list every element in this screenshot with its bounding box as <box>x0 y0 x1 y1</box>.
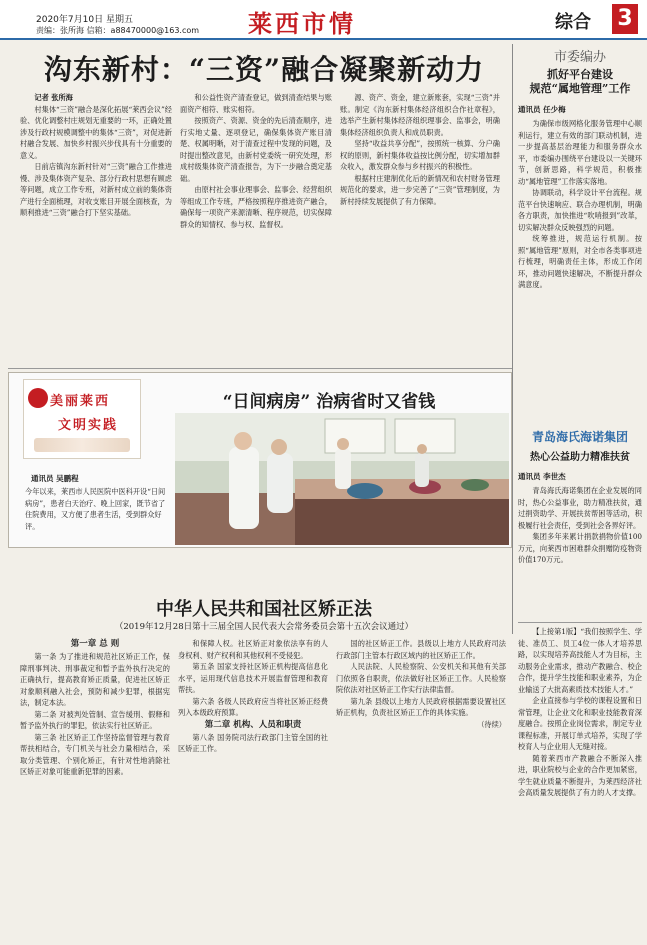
editor-info: 责编：张所海 信箱：a88470000@163.com <box>36 26 200 35</box>
article-paragraph: 由原村社会事业理事会、监事会、经营组织等组成工作专班，严格按照程序推进资产融合，确保每一项资产来源清晰、程序规范，切实保障群众的知情权、参与权、监督权。 <box>180 185 332 229</box>
sidebar-paragraph: 协调联动，科学设计平台流程。规范平台快速响应、联合办理机制，明确各方职责，加快推进“吹哨报到”改革，切实解决群众反映强烈的问题。 <box>518 188 642 232</box>
sidebar-paragraph: 青岛海氏海诺集团在企业发展的同时，热心公益事业，助力精准扶贫，通过捐资助学、开展扶贫帮困等活动，积极履行社会责任，受到社会各界好评。 <box>518 486 642 530</box>
law-chapter-heading: 第二章 机构、人员和职责 <box>204 719 302 730</box>
article-paragraph: 和公益性资产清查登记，做到清查结果与账面资产相符、账实相符。 <box>180 93 332 114</box>
law-paragraph: 第八条 国务院司法行政部门主管全国的社区矫正工作。 <box>178 732 328 753</box>
sidebar-body <box>518 118 642 448</box>
law-paragraph: 第一条 为了推进和规范社区矫正工作，保障刑事判决、刑事裁定和暂予监外执行决定的正确执行，提高教育矫正质量，促进社区矫正对象顺利融入社会，预防和减少犯罪，根据宪法，制定本法。 <box>20 652 170 707</box>
newspaper-logo: 莱西市情 <box>248 9 356 38</box>
sidebar-mid-author: 通讯员 李世杰 <box>518 472 566 481</box>
sidebar-mid-subtitle: 热心公益助力精准扶贫 <box>530 452 630 463</box>
law-paragraph: 国的社区矫正工作。县级以上地方人民政府司法行政部门主管本行政区域内的社区矫正工作。 <box>336 639 506 660</box>
article-column-2 <box>180 92 332 364</box>
logo-text-2: 文明实践 <box>58 418 119 433</box>
article-paragraph: 日前店镇沟东新村针对“三资”融合工作推进慢、涉及集体资产复杂、部分行政村思想有顾虑等问题，成立工作专班，对新村成立前的集体资产进行全面梳理，对收支账目开展全面核查，为顺利推进“三资”融合打下坚实基础。 <box>20 162 172 217</box>
article-title: 沟东新村：“三资”融合凝聚新动力 <box>43 53 485 86</box>
article-byline: 记者 张所海 <box>34 93 73 102</box>
sidebar-kicker: 市委编办 <box>553 50 606 65</box>
column-logo <box>23 379 141 459</box>
law-paragraph: 第六条 各级人民政府应当将社区矫正经费列入本级政府预算。 <box>178 696 328 717</box>
section-divider <box>8 368 512 369</box>
sidebar-paragraph: 集团多年来累计捐款捐物价值100万元，向莱西市困难群众捐赠防疫物资价值170万元。 <box>518 532 642 564</box>
article-paragraph: 根据村庄建制优化后的新情况和农村财务管理规范化的要求，进一步完善了“三资”管理制度，为新村持续发展提供了有力保障。 <box>340 173 500 206</box>
to-be-continued: （待续） <box>477 719 506 729</box>
ward-photo-image <box>175 413 509 545</box>
feature-box <box>8 372 512 548</box>
article-paragraph: 坚持“收益共享分配”，按照统一核算、分户确权的原则，新村集体收益按比例分配，切实增加群众收入，激发群众参与乡村振兴的积极性。 <box>340 139 500 171</box>
feature-body: 今年以来，莱西市人民医院中医科开设“日间病房”，患者白天治疗、晚上回家，既节省了住院费用，又方便了患者生活，受到群众好评。 <box>25 487 166 531</box>
sidebar-paragraph: 企业直接参与学校的课程设置和日常管理，让企业文化和职业技能教育深度融合。按照企业岗位需求，制定专业课程标准，开展订单式培养，实现了学校育人与企业用人无缝对接。 <box>518 696 642 751</box>
logo-emblem-icon <box>28 388 48 408</box>
law-subtitle: （2019年12月28日第十三届全国人民代表大会常务委员会第十五次会议通过） <box>114 622 414 632</box>
issue-date: 2020年7月10日 星期五 <box>36 15 133 25</box>
sidebar-paragraph: 【上接第1版】“我们按照学生、学徒、准员工、员工4位一体人才培养思路，以实现培养高技能人才为目标，主动服务企业需求，推动产教融合、校企合作，提升学生技能和职业素养，为企业输送了大批高素质技术技能人才。” <box>518 627 642 694</box>
law-paragraph: 人民法院、人民检察院、公安机关和其他有关部门依照各自职责，依法做好社区矫正工作。人民检察院依法对社区矫正工作实行法律监督。 <box>336 662 506 694</box>
logo-text-1: 美丽莱西 <box>50 394 111 409</box>
section-name: 综合 <box>555 12 591 33</box>
law-chapter-heading: 第一章 总 则 <box>70 639 120 649</box>
article-paragraph: 源、资产、资金，建立新账套，实现“三资”并账。制定《沟东新村集体经济组织合作社章程》，选举产生新村集体经济组织理事会、监事会，明确集体经济组织负责人和成员职责。 <box>340 93 500 137</box>
sidebar-bot-body <box>518 626 642 938</box>
law-paragraph: 第五条 国家支持社区矫正机构提高信息化水平，运用现代信息技术开展监督管理和教育帮扶。 <box>178 662 328 694</box>
law-column-2 <box>178 638 328 934</box>
article-column-3 <box>340 92 500 364</box>
law-paragraph: 第三条 社区矫正工作坚持监督管理与教育帮扶相结合，专门机关与社会力量相结合，采取分类管理、个别化矫正，有针对性地消除社区矫正对象可能重新犯罪的因素。 <box>20 732 170 776</box>
article-column-1 <box>20 92 172 364</box>
sidebar-title: 抓好平台建设 规范“属地管理”工作 <box>529 68 631 95</box>
column-divider <box>512 44 513 634</box>
page-header <box>0 0 647 40</box>
law-paragraph: 第二条 对被判处管制、宣告缓刑、假释和暂予监外执行的罪犯，依法实行社区矫正。 <box>20 709 170 730</box>
sidebar-author: 通讯员 任少梅 <box>518 105 566 114</box>
sidebar-paragraph: 随着莱西市产教融合不断深入推进，职业院校与企业的合作更加紧密，学生就业质量不断提升，为莱西经济社会高质量发展提供了有力的人才支撑。 <box>518 753 642 797</box>
feature-title: “日间病房” 治病省时又省钱 <box>222 392 436 412</box>
ward-photo <box>175 413 509 545</box>
sidebar-article-poverty <box>518 428 642 653</box>
law-paragraph: 第九条 县级以上地方人民政府根据需要设置社区矫正机构，负责社区矫正工作的具体实施。 <box>336 696 506 717</box>
sidebar-paragraph: 统筹推进，规范运行机制。按照“属地管理”原则，对全市各类事项进行梳理，明确责任主体，形成工作闭环，推动问题快速解决，不断提升群众满意度。 <box>518 234 642 289</box>
sidebar-article-platform <box>518 46 642 448</box>
law-column-1 <box>20 638 170 934</box>
article-paragraph: 村集体“三资”融合是深化拓展“莱西会议”经验、优化调整村庄规划无重要的一环，正确处置涉及行政村规模调整中的集体“三资”，对促进新村融合发展、加快乡村振兴步伐具有十分重要的意义。 <box>20 104 172 160</box>
logo-decoration <box>34 438 130 452</box>
law-title: 中华人民共和国社区矫正法 <box>156 599 372 620</box>
sidebar-continued-article <box>518 622 642 940</box>
law-column-3 <box>336 638 506 934</box>
feature-author: 通讯员 吴鹏程 <box>31 474 79 483</box>
sidebar-mid-title: 青岛海氏海诺集团 <box>531 430 628 444</box>
page-number: 3 <box>612 4 638 34</box>
sidebar-paragraph: 为确保市级网格化服务管理中心顺利运行，建立有效的部门联动机制，进一步提高基层治理能力和服务群众水平，市委编办围绕平台建设以一关键环节，创新思路，科学规范，积极推动“属地管理”工作落实落地。 <box>518 119 642 186</box>
law-paragraph: 和保障人权。社区矫正对象依法享有的人身权利、财产权利和其他权利不受侵犯。 <box>178 639 328 660</box>
article-paragraph: 按照资产、资源、资金的先后清查顺序，进行实地丈量、逐项登记，确保集体资产账目清楚、权属明晰，对于清查过程中发现的问题，及时提出整改意见，由新村党委统一研究处理，形成村级集体资产清查报告，为下一步融合奠定基础。 <box>180 116 332 183</box>
